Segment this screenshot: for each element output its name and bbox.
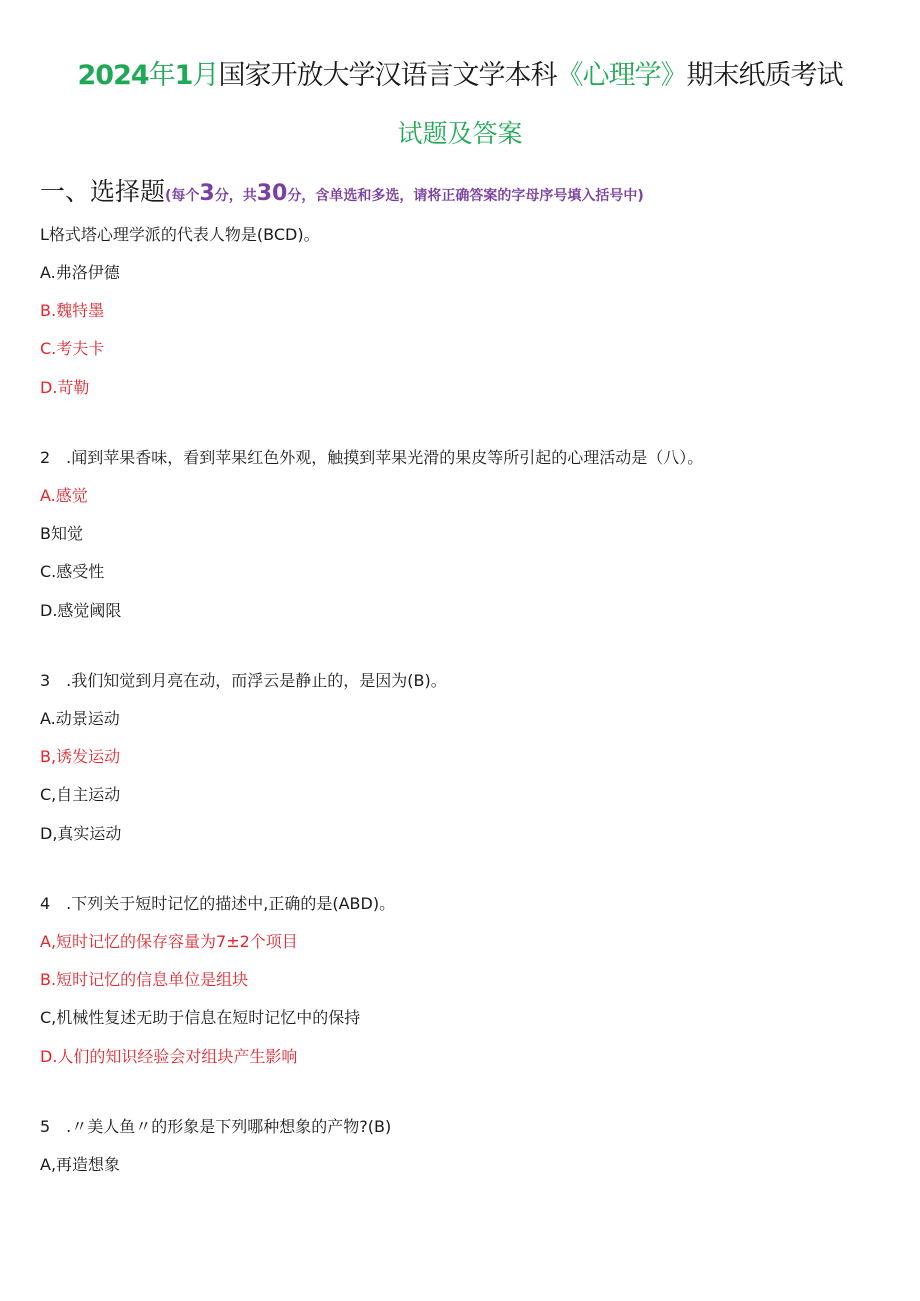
title-month: 1: [174, 60, 193, 91]
answer-option: D.感觉阈限: [40, 601, 122, 620]
section-instructions: [165, 181, 644, 206]
answer-option: A.动景运动: [40, 709, 120, 728]
answer-option-correct: D.人们的知识经验会对组块产生影响: [40, 1047, 298, 1066]
answer-option: D,真实运动: [40, 824, 122, 843]
answer-option-correct: B.魏特墨: [40, 301, 105, 320]
note-points: 3: [199, 181, 215, 206]
question-stem: 5 .〃美人鱼〃的形象是下列哪种想象的产物?(B): [40, 1117, 392, 1136]
question-stem: 2 .闻到苹果香味，看到苹果红色外观，触摸到苹果光滑的果皮等所引起的心理活动是（八）。: [40, 448, 704, 467]
answer-option-correct: A.感觉: [40, 486, 88, 505]
answer-option: C,机械性复述无助于信息在短时记忆中的保持: [40, 1008, 361, 1027]
answer-option: A.弗洛伊德: [40, 263, 120, 282]
title-institution: 国家开放大学汉语言文学本科: [218, 60, 557, 91]
answer-option-correct: A,短时记忆的保存容量为7±2个项目: [40, 932, 298, 951]
question-stem: 4 .下列关于短时记忆的描述中,正确的是(ABD)。: [40, 894, 396, 913]
document-subtitle: 试题及答案: [397, 119, 523, 148]
title-course: 《心理学》: [556, 60, 687, 91]
answer-option-correct: C.考夫卡: [40, 339, 105, 358]
note-part: 分，含单选和多选，请将正确答案的字母序号填入括号中): [287, 188, 644, 204]
answer-option: B知觉: [40, 524, 83, 543]
section-heading: [40, 172, 644, 208]
answer-option-correct: B.短时记忆的信息单位是组块: [40, 970, 249, 989]
answer-option-correct: D.苛勒: [40, 378, 90, 397]
section-title: 一、选择题: [40, 177, 166, 206]
note-part: (每个: [165, 188, 200, 204]
question-stem: L格式塔心理学派的代表人物是(BCD)。: [40, 225, 320, 244]
note-part: 分，共: [214, 188, 257, 204]
title-year: 2024: [77, 60, 149, 91]
answer-option: C.感受性: [40, 562, 105, 581]
answer-option-correct: B,诱发运动: [40, 747, 121, 766]
question-stem: 3 .我们知觉到月亮在动，而浮云是静止的，是因为(B)。: [40, 671, 447, 690]
answer-option: C,自主运动: [40, 785, 121, 804]
title-exam: 期末纸质考试: [686, 60, 843, 91]
note-total: 30: [256, 181, 288, 206]
answer-option: A,再造想象: [40, 1155, 121, 1174]
document-title: [0, 56, 920, 96]
title-yue: 月: [192, 60, 219, 91]
title-nian: 年: [148, 60, 175, 91]
